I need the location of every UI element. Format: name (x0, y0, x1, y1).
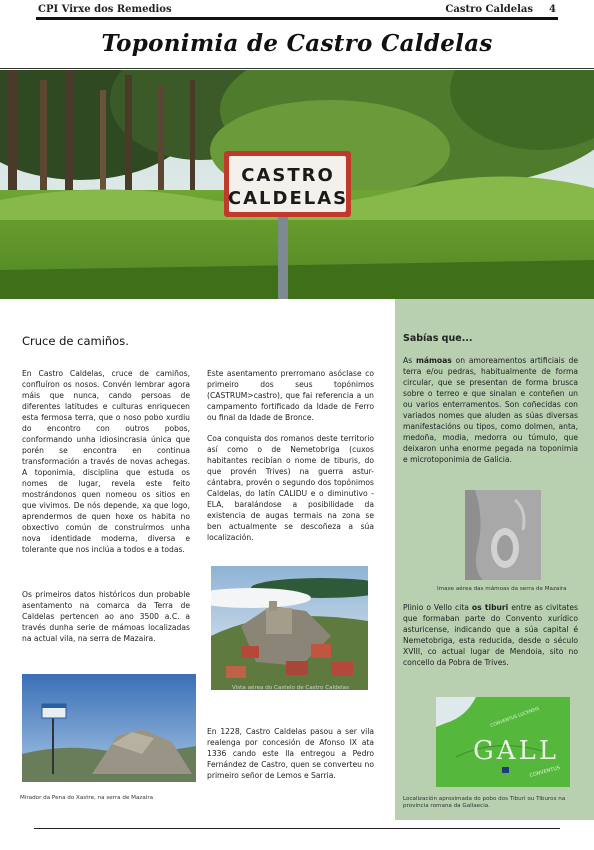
map-sub2: CONVENTUS (528, 765, 561, 779)
mamoas-aerial-image (465, 490, 541, 580)
castle-aerial-photo (211, 566, 368, 690)
sidebar-caption-2: Localización aproximada do pobo dos Tiburi ou Tiburos na provincia romana da Gallaecia. (403, 796, 566, 809)
tiburi-marker (502, 767, 509, 773)
col2-paragraph-2: Coa conquista dos romanos deste territorio así como o de Nemetobriga (cuxos habitantes recibían o nome de tiburis, do que provén Trives) na guerra astur-cántabra, provén o segundo dos topónimos Caldelas, do latín CALIDU e o diminutivo -ELA, baralándose a posibilidade da existencia de augas termais na zona se ben actualmente se descoñeza a súa localización. (207, 434, 374, 542)
hero-photo (0, 70, 594, 299)
sidebar-p1-bold: mámoas (415, 356, 452, 365)
header-rule (36, 17, 558, 20)
col2-caption: Vista aérea do Castelo de Castro Caldelas (232, 685, 350, 691)
sidebar-p1-pre: As (403, 356, 416, 365)
sidebar-p2-pre: Plinio o Vello cita (403, 603, 472, 612)
map-sub1: CONVENTUS LUCENSIS (489, 706, 541, 729)
sidebar-p2-post: entre as civitates que formaban parte do Convento xurídico asturicense, indicando que a súa capital é Nemetobriga, esta reducida, desde o século XVIII, co actual lugar de Mendoia, sito no concello da Pobra de Trives. (403, 603, 578, 667)
col2-paragraph-1: Este asentamento prerromano asócIase co primeiro dos seus topónimos (CASTRUM>castro), que fai referencia a un campamento fortificado da Idade de Ferro ou final da Idade de Bronce. (207, 369, 374, 422)
sidebar-p2-bold: os tiburi (471, 603, 509, 612)
section-heading: Cruce de camiños. (22, 334, 129, 348)
header-town: Castro Caldelas (445, 4, 534, 15)
sidebar-paragraph-1 (403, 355, 578, 465)
col1-paragraph-2: Os primeiros datos históricos dun probable asentamento na comarca da Terra de Caldelas pertencen ao ano 3500 a.C. a través dunha serie de mámoas localizadas na actual vila, na serra de Mazaira. (22, 590, 190, 643)
header-right (445, 4, 556, 15)
map-label: GALL (472, 736, 560, 766)
col1-caption: Mirador da Pena do Xastre, na serra de Mazaira (20, 795, 154, 801)
title-rule (0, 68, 594, 69)
mirador-photo (22, 674, 196, 782)
page-number: 4 (549, 4, 556, 15)
footer-rule (34, 828, 560, 829)
page-title: Toponimia de Castro Caldelas (101, 30, 493, 57)
sidebar-heading: Sabías que... (403, 333, 473, 344)
sidebar-caption-1: Imaxe aérea das mámoas da serra de Mazaira (437, 586, 567, 592)
sidebar-paragraph-2 (403, 602, 578, 668)
header-school: CPI Virxe dos Remedios (38, 4, 172, 15)
gallaecia-map (436, 697, 570, 787)
col1-paragraph-1: En Castro Caldelas, cruce de camiños, confluíron os nosos. Convén lembrar agora máis que nunca, cando persoas de diferentes latitudes e culturas enriquecen esta fermosa terra, que o noso pobo xurdiu do encontro con outros pobos, conformando unha idiosincrasia única que porén se encontra en continua transformación a través de novas achegas. A toponimia, disciplina que estuda os nomes de lugar, revela este feito mostrándonos quen nomeou os sitios en que vivimos. De nós depende, xa que logo, aprendermos de quen hoxe os habita no obxectivo común de construírmos unha nova identidade moderna, diversa e tolerante que nos inclúa a todos e a todas. (22, 369, 190, 554)
sign-line1: CASTRO (241, 165, 335, 186)
sign-line2: CALDELAS (227, 188, 349, 209)
col2-paragraph-3: En 1228, Castro Caldelas pasou a ser vila realenga por concesión de Afonso IX ata 1336 cando este lla entregou a Pedro Fernández de Castro, quen se converteu no primeiro señor de Lemos e Sarria. (207, 727, 374, 780)
sidebar-p1-post: on amoreamentos artificiais de terra e/ou pedras, habitualmente de forma circular, que se presentan de forma brusca sobre o terreo e que sinalan e conteñen un ou varios enterramentos. Son coñecidas con variados nomes que aluden as súas diversas manifestacións ou tipos, como dolmen, anta, medoña, modia, medorra ou túmulo, que deixaron unha enorme pegada na toponimia e microtoponimia de Galicia. (403, 356, 578, 464)
